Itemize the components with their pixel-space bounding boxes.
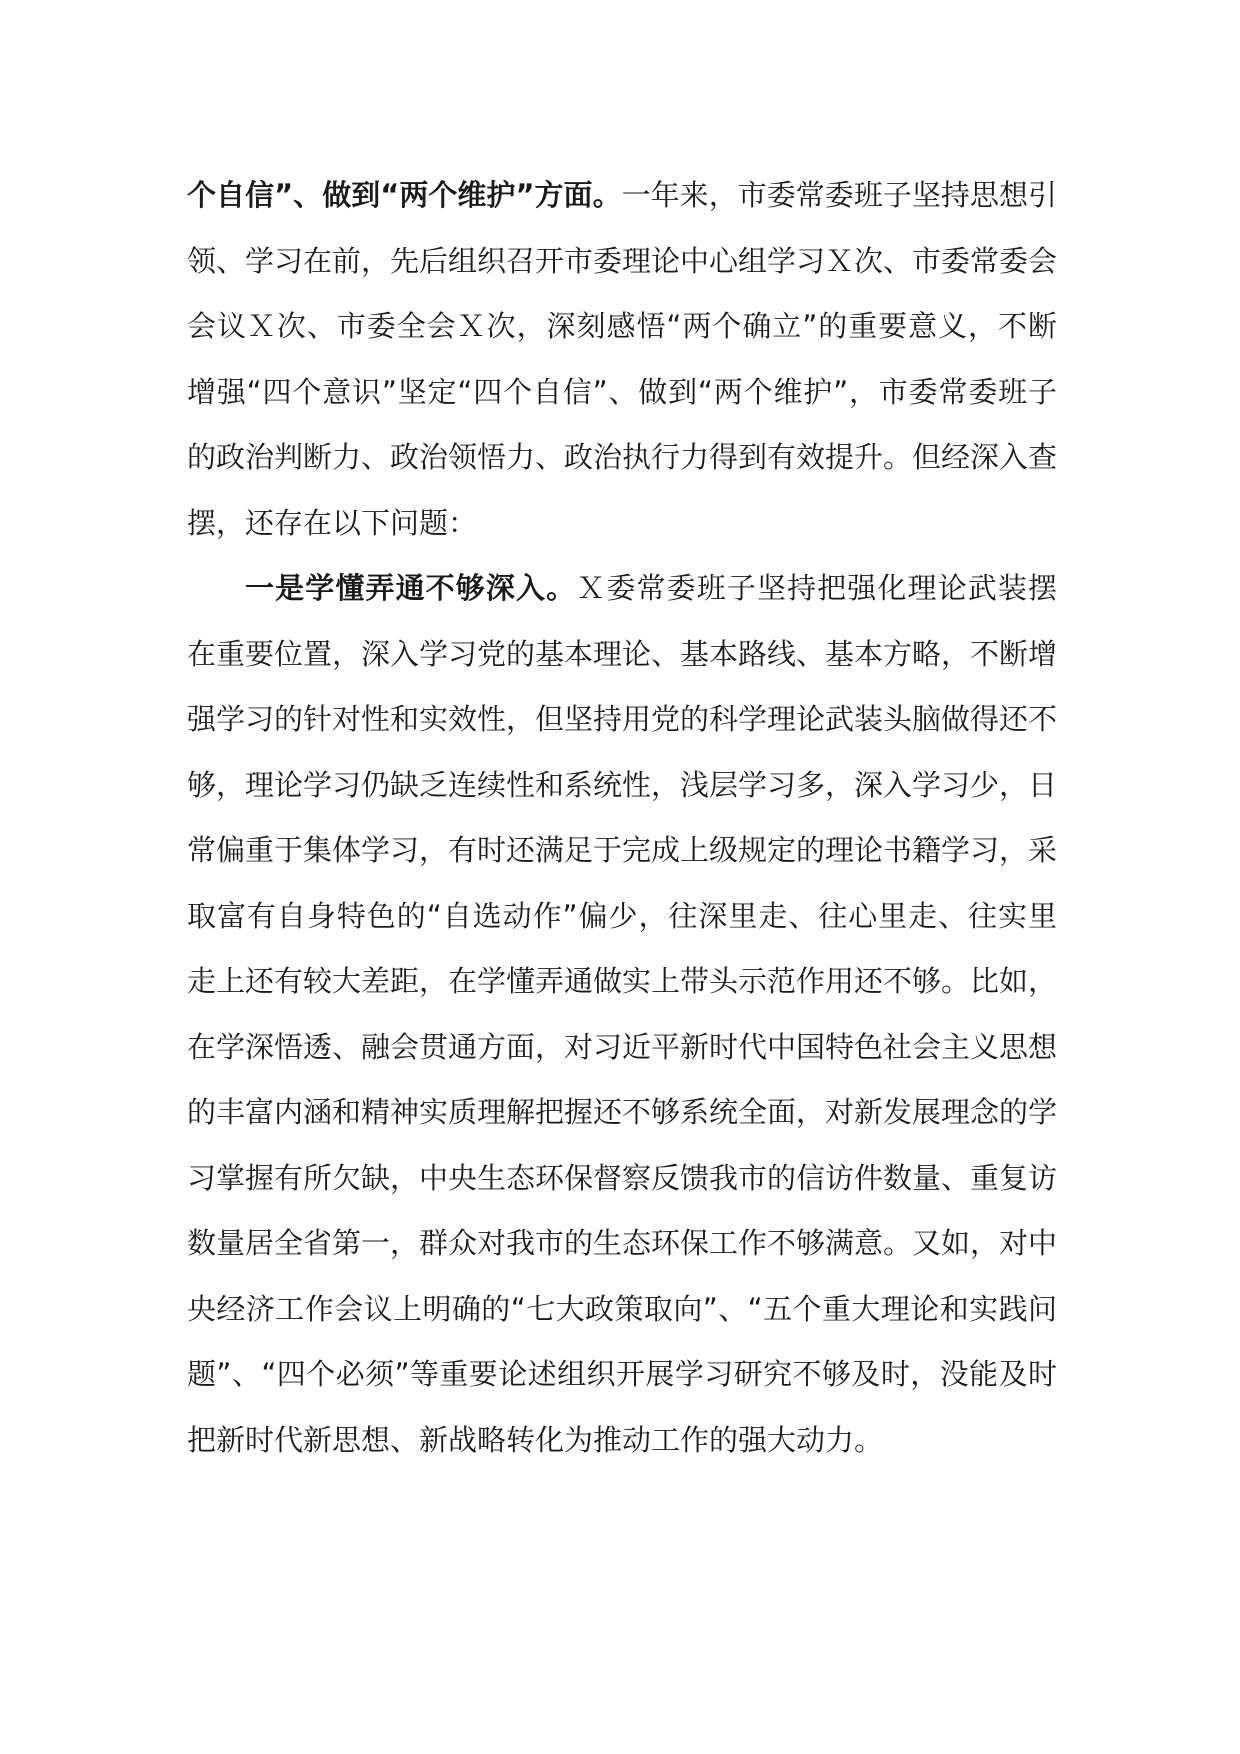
- paragraph-lead-bold: 个自信”、做到“两个维护”方面。: [187, 178, 622, 212]
- paragraph-political-stance: [187, 163, 1057, 556]
- document-page: [187, 163, 1057, 1473]
- paragraph-body: Ｘ委常委班子坚持把强化理论武装摆在重要位置，深入学习党的基本理论、基本路线、基本方略，不断增强学习的针对性和实效性，但坚持用党的科学理论武装头脑做得还不够，理论学习仍缺乏连续性和系统性，浅层学习多，深入学习少，日常偏重于集体学习，有时还满足于完成上级规定的理论书籍学习，采取富有自身特色的“自选动作”偏少，往深里走、往心里走、往实里走上还有较大差距，在学懂弄通做实上带头示范作用还不够。比如，在学深悟透、融会贯通方面，对习近平新时代中国特色社会主义思想的丰富内涵和精神实质理解把握还不够系统全面，对新发展理念的学习掌握有所欠缺，中央生态环保督察反馈我市的信访件数量、重复访数量居全省第一，群众对我市的生态环保工作不够满意。又如，对中央经济工作会议上明确的“七大政策取向”、“五个重大理论和实践问题”、“四个必须”等重要论述组织开展学习研究不够及时，没能及时把新时代新思想、新战略转化为推动工作的强大动力。: [187, 571, 1058, 1457]
- paragraph-lead-bold: 一是学懂弄通不够深入。: [245, 571, 577, 605]
- paragraph-body: 一年来，市委常委班子坚持思想引领、学习在前，先后组织召开市委理论中心组学习Ｘ次、市委常委会会议Ｘ次、市委全会Ｘ次，深刻感悟“两个确立”的重要意义，不断增强“四个意识”坚定“四个自信”、做到“两个维护”，市委常委班子的政治判断力、政治领悟力、政治执行力得到有效提升。但经深入查摆，还存在以下问题：: [187, 178, 1058, 540]
- paragraph-problem-one: [187, 556, 1057, 1473]
